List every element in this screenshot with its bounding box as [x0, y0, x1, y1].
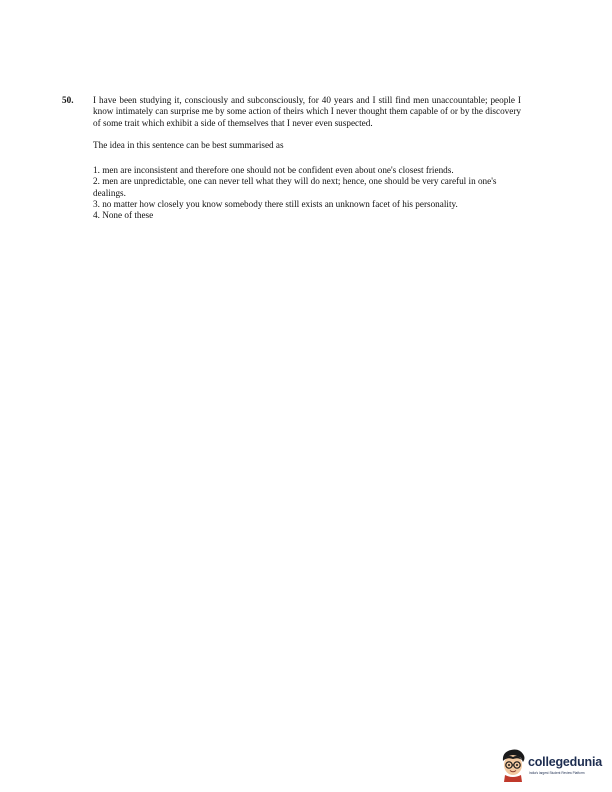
collegedunia-logo [499, 748, 609, 788]
option-1: 1. men are inconsistent and therefore one should not be confident even about one's closest friends. [93, 165, 454, 176]
option-3: 3. no matter how closely you know somebody there still exists an unknown facet of his personality. [93, 199, 458, 210]
option-4: 4. None of these [93, 210, 154, 221]
question-passage: I have been studying it, consciously and subconsciously, for 40 years and I still find men unaccountable; people I know intimately can surprise me by some action of theirs which I never thought them capable of or by the discovery of some trait which exhibit a side of themselves that I never even suspected. [93, 95, 521, 128]
option-2: 2. men are unpredictable, one can never tell what they will do next; hence, one should be very careful in one's dealings. [93, 176, 497, 198]
brand-tagline: India's largest Student Review Platform [529, 771, 585, 775]
answer-options [93, 165, 521, 221]
brand-name: collegedunia [528, 755, 603, 769]
question-prompt: The idea in this sentence can be best summarised as [93, 139, 284, 150]
student-mascot-icon [499, 748, 527, 782]
question-number: 50. [62, 95, 74, 105]
question-body [93, 95, 521, 222]
